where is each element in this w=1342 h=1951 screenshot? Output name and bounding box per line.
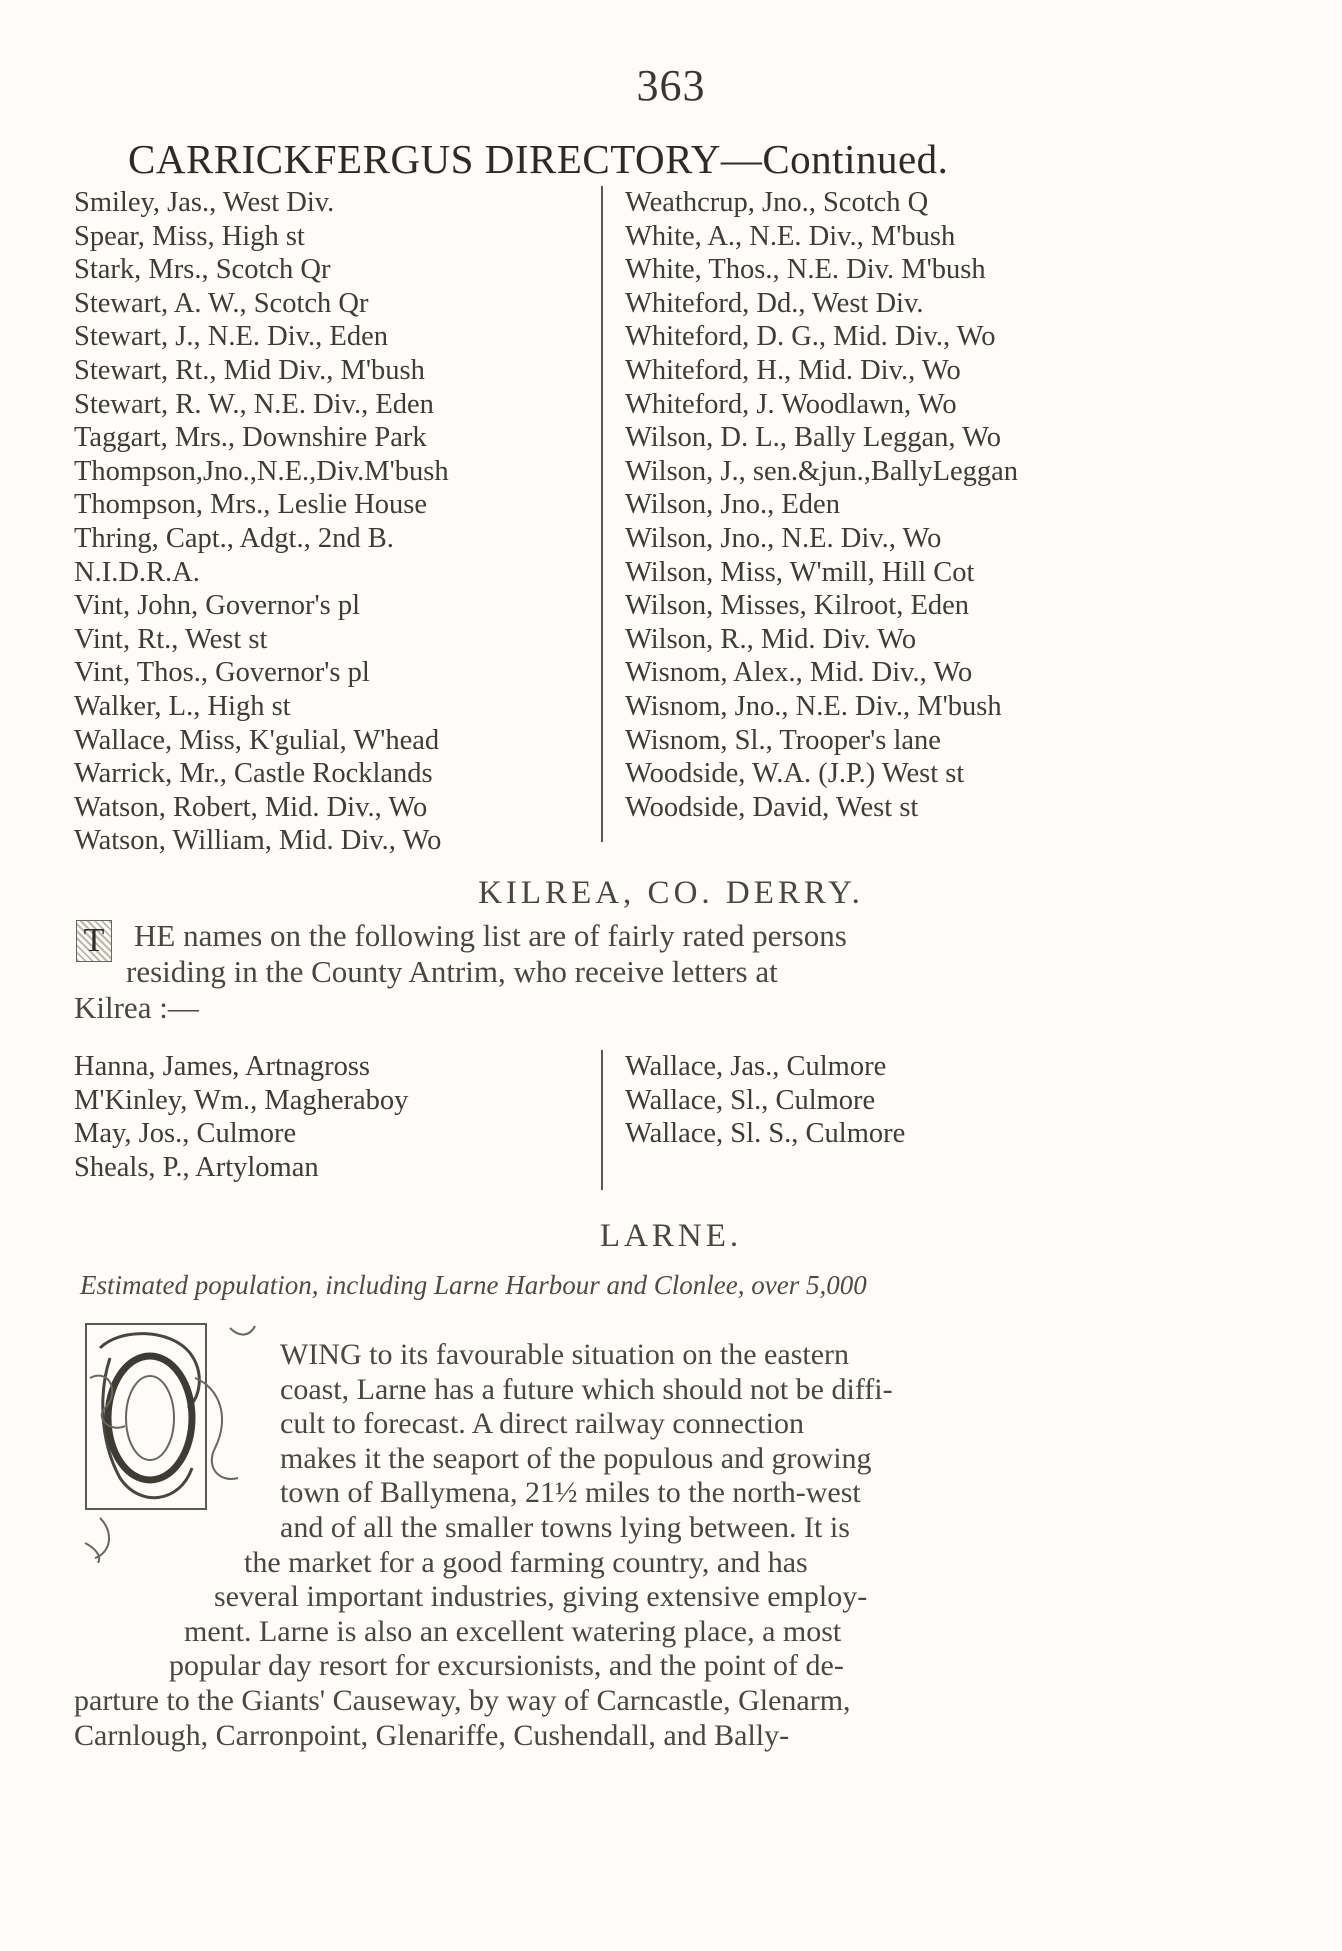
paragraph-line: Carnlough, Carronpoint, Glenariffe, Cushendall, and Bally-: [74, 1718, 790, 1752]
column-divider: [601, 186, 603, 842]
directory-entry: N.I.D.R.A.: [74, 556, 200, 588]
intro-line: residing in the County Antrim, who receive letters at: [126, 954, 778, 989]
directory-entry: White, A., N.E. Div., M'bush: [625, 220, 956, 252]
directory-entry: Wisnom, Alex., Mid. Div., Wo: [625, 657, 973, 689]
ornamental-dropcap-t: T: [76, 920, 112, 962]
directory-entry: Smiley, Jas., West Div.: [74, 187, 335, 218]
directory-entry: Sheals, P., Artyloman: [74, 1151, 319, 1183]
paragraph-line: town of Ballymena, 21½ miles to the north-west: [280, 1476, 861, 1510]
directory-entry: Wilson, D. L., Bally Leggan, Wo: [625, 422, 1001, 454]
directory-entry: Wallace, Sl., Culmore: [625, 1084, 876, 1116]
directory-entry: Wisnom, Sl., Trooper's lane: [625, 724, 941, 756]
directory-entry: Woodside, David, West st: [625, 791, 919, 823]
directory-entry: White, Thos., N.E. Div. M'bush: [625, 254, 986, 286]
directory-entry: Woodside, W.A. (J.P.) West st: [625, 758, 965, 790]
directory-entry: Stewart, R. W., N.E. Div., Eden: [74, 388, 434, 420]
directory-entry: Wallace, Jas., Culmore: [625, 1051, 887, 1082]
directory-entry: Wisnom, Jno., N.E. Div., M'bush: [625, 690, 1002, 722]
paragraph-line: coast, Larne has a future which should not be diffi-: [280, 1372, 893, 1406]
paragraph-line: and of all the smaller towns lying between. It is: [280, 1510, 850, 1544]
paragraph-line: parture to the Giants' Causeway, by way of Carncastle, Glenarm,: [74, 1683, 851, 1717]
intro-line: HE names on the following list are of fairly rated persons: [134, 918, 847, 953]
directory-entry: Thompson, Mrs., Leslie House: [74, 489, 428, 521]
directory-entry: Vint, Rt., West st: [74, 623, 268, 655]
paragraph-line: the market for a good farming country, and has: [244, 1545, 808, 1579]
directory-entry: Walker, L., High st: [74, 690, 291, 722]
directory-entry: Warrick, Mr., Castle Rocklands: [74, 758, 433, 790]
larne-description: [74, 1338, 1124, 1753]
directory-entry: Wilson, Miss, W'mill, Hill Cot: [625, 556, 975, 588]
directory-left-column: [74, 186, 584, 858]
directory-right-column: [625, 186, 1125, 824]
directory-entry: Stewart, J., N.E. Div., Eden: [74, 321, 388, 353]
directory-entry: May, Jos., Culmore: [74, 1118, 297, 1150]
directory-entry: M'Kinley, Wm., Magheraboy: [74, 1084, 409, 1116]
paragraph-line: makes it the seaport of the populous and growing: [280, 1441, 872, 1475]
directory-entry: Taggart, Mrs., Downshire Park: [74, 422, 427, 454]
directory-entry: Wilson, R., Mid. Div. Wo: [625, 623, 917, 655]
kilrea-right-column: [625, 1050, 905, 1151]
directory-entry: Wilson, Misses, Kilroot, Eden: [625, 590, 970, 622]
paragraph-line: ment. Larne is also an excellent watering place, a most: [184, 1614, 842, 1648]
directory-entry: Vint, John, Governor's pl: [74, 590, 361, 622]
directory-entry: Whiteford, H., Mid. Div., Wo: [625, 354, 961, 386]
directory-entry: Spear, Miss, High st: [74, 220, 305, 252]
directory-entry: Wallace, Sl. S., Culmore: [625, 1118, 906, 1150]
paragraph-line: cult to forecast. A direct railway connection: [280, 1407, 804, 1441]
directory-entry: Weathcrup, Jno., Scotch Q: [625, 187, 929, 218]
population-note: Estimated population, including Larne Harbour and Clonlee, over 5,000: [80, 1270, 867, 1300]
directory-entry: Thompson,Jno.,N.E.,Div.M'bush: [74, 455, 449, 487]
directory-entry: Stewart, A. W., Scotch Qr: [74, 287, 369, 319]
directory-entry: Whiteford, Dd., West Div.: [625, 287, 924, 319]
paragraph-line: several important industries, giving extensive employ-: [214, 1580, 868, 1614]
section-title-larne: LARNE.: [599, 1218, 743, 1254]
paragraph-line: popular day resort for excursionists, and the point of de-: [169, 1649, 844, 1683]
directory-entry: Wilson, Jno., Eden: [625, 489, 840, 521]
directory-entry: Stewart, Rt., Mid Div., M'bush: [74, 354, 425, 386]
kilrea-intro: [74, 918, 1114, 1026]
directory-entry: Wallace, Miss, K'gulial, W'head: [74, 724, 440, 756]
paragraph-line: WING to its favourable situation on the eastern: [280, 1338, 850, 1371]
directory-entry: Whiteford, J. Woodlawn, Wo: [625, 388, 957, 420]
directory-entry: Watson, Robert, Mid. Div., Wo: [74, 791, 428, 823]
page-number: 363: [636, 61, 706, 110]
directory-entry: Hanna, James, Artnagross: [74, 1051, 371, 1082]
running-head: CARRICKFERGUS DIRECTORY—Continued.: [128, 136, 949, 182]
directory-entry: Wilson, Jno., N.E. Div., Wo: [625, 522, 942, 554]
directory-entry: Wilson, J., sen.&jun.,BallyLeggan: [625, 455, 1019, 487]
column-divider: [601, 1050, 603, 1190]
kilrea-left-column: [74, 1050, 408, 1184]
directory-entry: Stark, Mrs., Scotch Qr: [74, 254, 331, 286]
directory-entry: Watson, William, Mid. Div., Wo: [74, 825, 442, 857]
section-title-kilrea: KILREA, CO. DERRY.: [478, 875, 864, 911]
directory-entry: Thring, Capt., Adgt., 2nd B.: [74, 522, 394, 554]
directory-entry: Vint, Thos., Governor's pl: [74, 657, 370, 689]
intro-line: Kilrea :—: [74, 990, 199, 1025]
directory-entry: Whiteford, D. G., Mid. Div., Wo: [625, 321, 996, 353]
